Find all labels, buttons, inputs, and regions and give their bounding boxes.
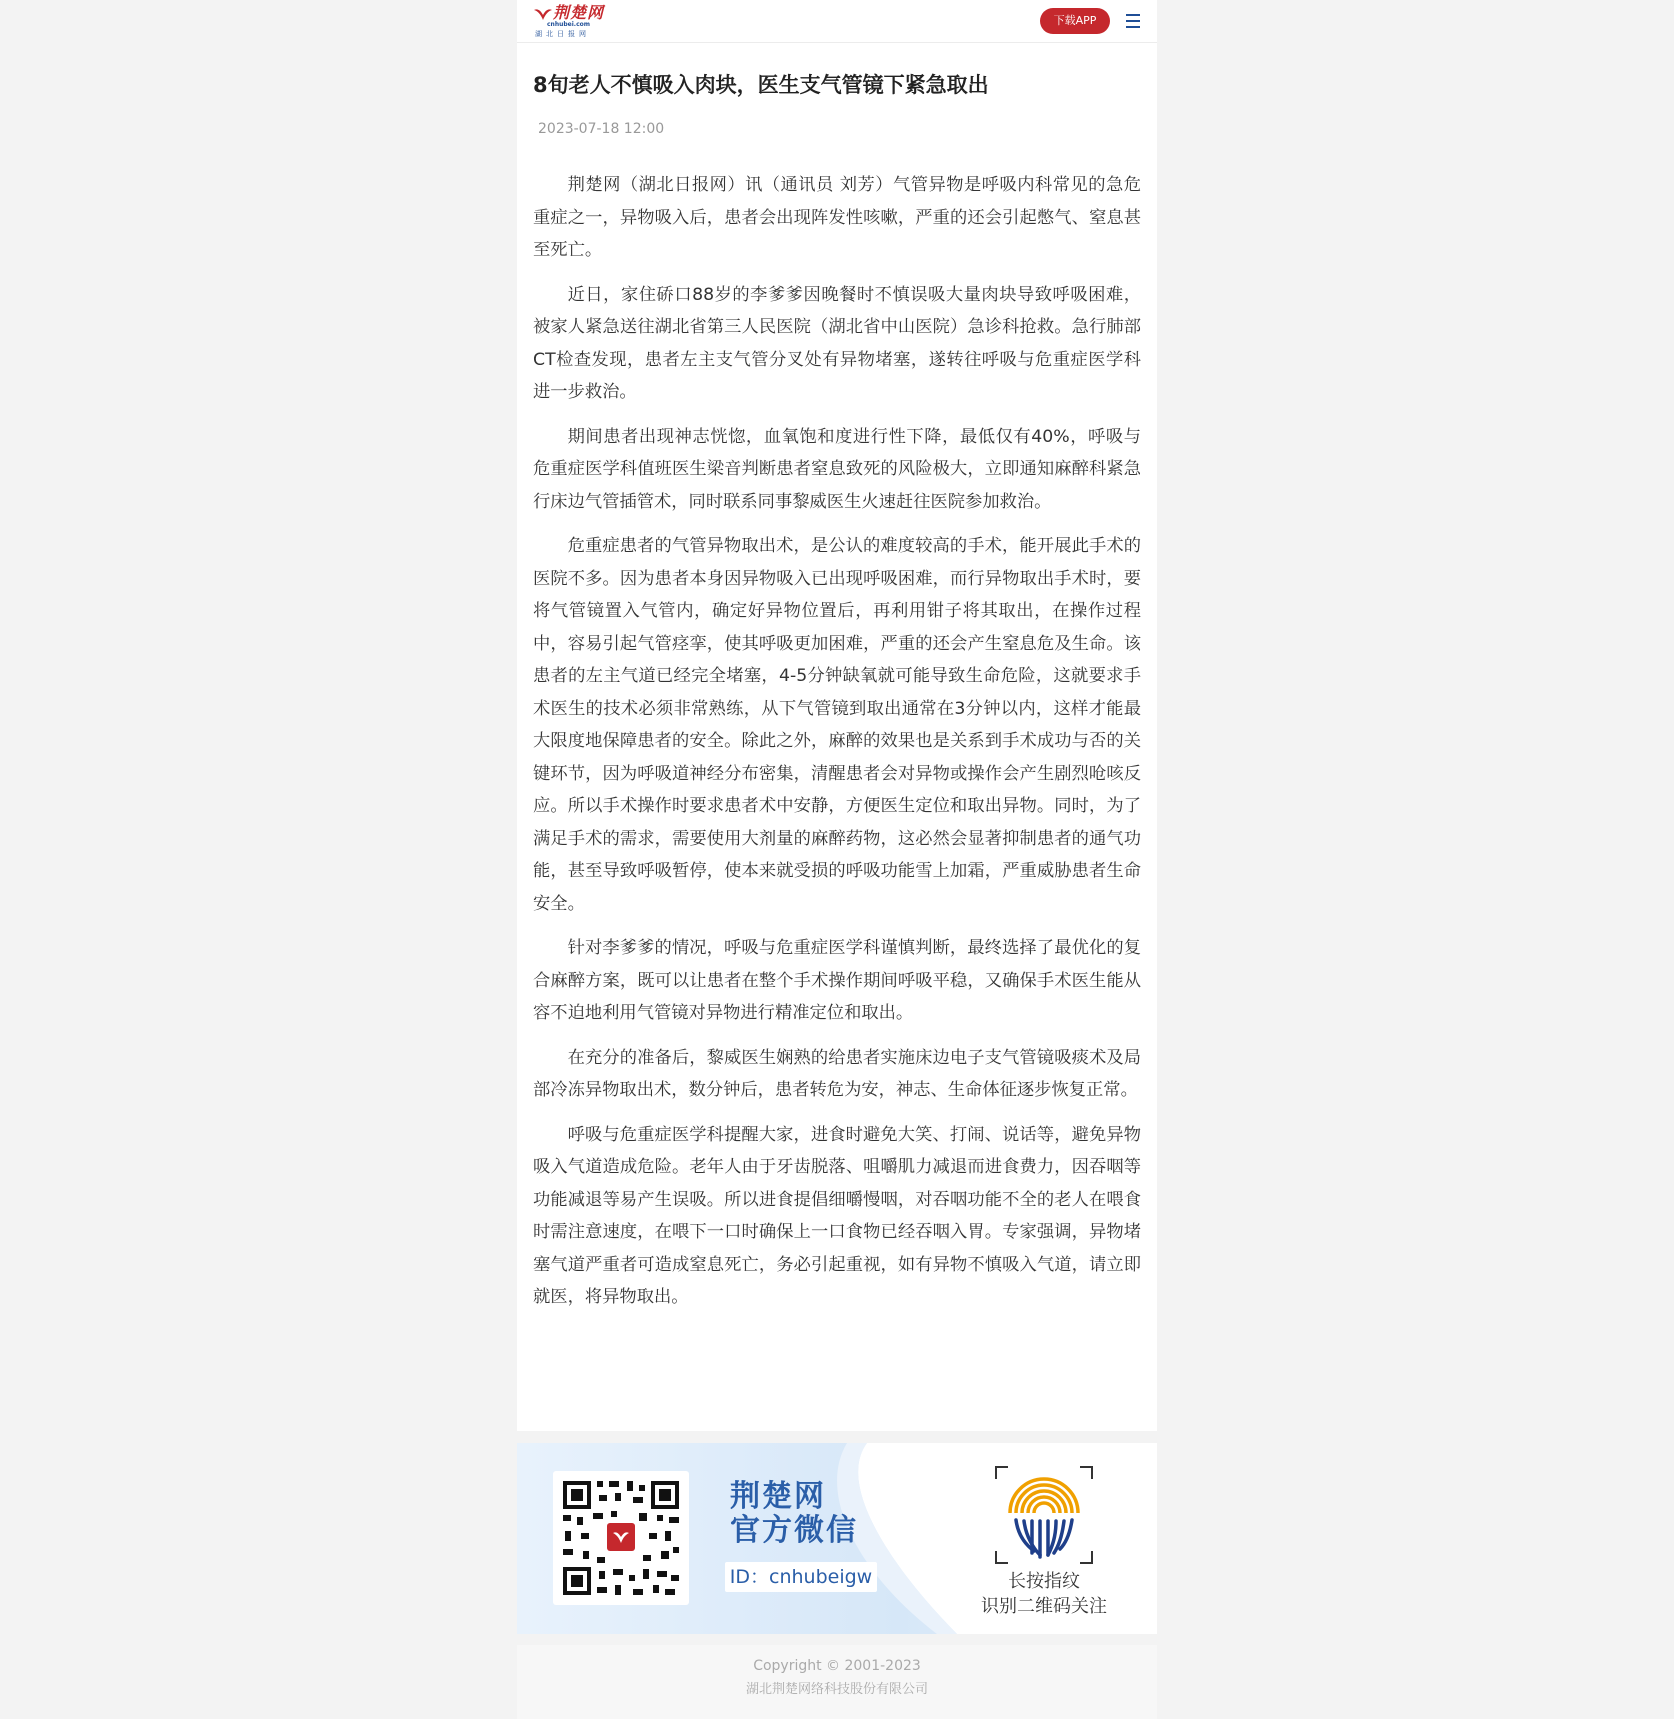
promo-title-line1: 荆楚网 — [730, 1479, 826, 1514]
article-paragraph: 近日，家住硚口88岁的李爹爹因晚餐时不慎误吸大量肉块导致呼吸困难，被家人紧急送往湖北省第三人民医院（湖北省中山医院）急诊科抢救。急行肺部CT检查发现，患者左主支气管分叉处有异物堵塞，遂转往呼吸与危重症医学科进一步救治。 — [533, 284, 1141, 402]
menu-icon[interactable] — [1126, 14, 1140, 28]
top-header — [517, 0, 1157, 43]
wechat-promo-banner — [517, 1443, 1157, 1634]
fingerprint-icon[interactable] — [994, 1465, 1094, 1565]
article-paragraph: 在充分的准备后，黎威医生娴熟的给患者实施床边电子支气管镜吸痰术及局部冷冻异物取出术，数分钟后，患者转危为安，神志、生命体征逐步恢复正常。 — [533, 1047, 1141, 1100]
article-paragraph: 危重症患者的气管异物取出术，是公认的难度较高的手术，能开展此手术的医院不多。因为患者本身因异物吸入已出现呼吸困难，而行异物取出手术时，要将气管镜置入气管内，确定好异物位置后，再利用钳子将其取出，在操作过程中，容易引起气管痉挛，使其呼吸更加困难，严重的还会产生窒息危及生命。该患者的左主气道已经完全堵塞，4-5分钟缺氧就可能导致生命危险，这就要求手术医生的技术必须非常熟练，从下气管镜到取出通常在3分钟以内，这样才能最大限度地保障患者的安全。除此之外，麻醉的效果也是关系到手术成功与否的关键环节，因为呼吸道神经分布密集，清醒患者会对异物或操作会产生剧烈呛咳反应。所以手术操作时要求患者术中安静，方便医生定位和取出异物。同时，为了满足手术的需求，需要使用大剂量的麻醉药物，这必然会显著抑制患者的通气功能，甚至导致呼吸暂停，使本来就受损的呼吸功能雪上加霜，严重威胁患者生命安全。 — [533, 536, 1141, 914]
article-paragraph: 期间患者出现神志恍惚，血氧饱和度进行性下降，最低仅有40%，呼吸与危重症医学科值班医生梁音判断患者窒息致死的风险极大，立即通知麻醉科紧急行床边气管插管术，同时联系同事黎威医生火速赶往医院参加救治。 — [533, 426, 1141, 512]
page-footer — [517, 1645, 1157, 1719]
article-body — [533, 169, 1141, 1326]
article-paragraph: 荆楚网（湖北日报网）讯（通讯员 刘芳）气管异物是呼吸内科常见的急危重症之一，异物吸入后，患者会出现阵发性咳嗽，严重的还会引起憋气、窒息甚至死亡。 — [533, 175, 1141, 260]
logo-title: 荆楚网 — [553, 3, 605, 22]
page-column — [517, 0, 1157, 1719]
logo-domain: cnhubei.com — [547, 21, 591, 28]
wechat-id: ID：cnhubeigw — [725, 1562, 877, 1592]
fingerprint-caption — [969, 1569, 1119, 1619]
article-title: 8旬老人不慎吸入肉块，医生支气管镜下紧急取出 — [533, 73, 989, 97]
caption-line1: 长按指纹 — [1008, 1571, 1080, 1592]
article-paragraph: 针对李爹爹的情况，呼吸与危重症医学科谨慎判断，最终选择了最优化的复合麻醉方案，既可以让患者在整个手术操作期间呼吸平稳，又确保手术医生能从容不迫地利用气管镜对异物进行精准定位和取出。 — [533, 938, 1141, 1023]
logo-subtitle: 湖北日报网 — [535, 30, 590, 38]
article — [517, 43, 1157, 1431]
caption-line2: 识别二维码关注 — [981, 1596, 1107, 1617]
qr-code-icon[interactable] — [553, 1471, 689, 1605]
footer-copyright: Copyright © 2001-2023 — [753, 1658, 921, 1674]
promo-title — [730, 1480, 858, 1548]
site-logo[interactable] — [533, 4, 609, 38]
download-app-button[interactable]: 下载APP — [1040, 8, 1110, 34]
promo-title-line2: 官方微信 — [730, 1513, 858, 1548]
article-paragraph: 呼吸与危重症医学科提醒大家，进食时避免大笑、打闹、说话等，避免异物吸入气道造成危险。老年人由于牙齿脱落、咀嚼肌力减退而进食费力，因吞咽等功能减退等易产生误吸。所以进食提倡细嚼慢咽，对吞咽功能不全的老人在喂食时需注意速度，在喂下一口时确保上一口食物已经吞咽入胃。专家强调，异物堵塞气道严重者可造成窒息死亡，务必引起重视，如有异物不慎吸入气道，请立即就医，将异物取出。 — [533, 1124, 1141, 1307]
footer-company: 湖北荆楚网络科技股份有限公司 — [745, 1682, 928, 1697]
logo-bird-icon — [533, 6, 553, 22]
article-date: 2023-07-18 12:00 — [538, 121, 665, 137]
